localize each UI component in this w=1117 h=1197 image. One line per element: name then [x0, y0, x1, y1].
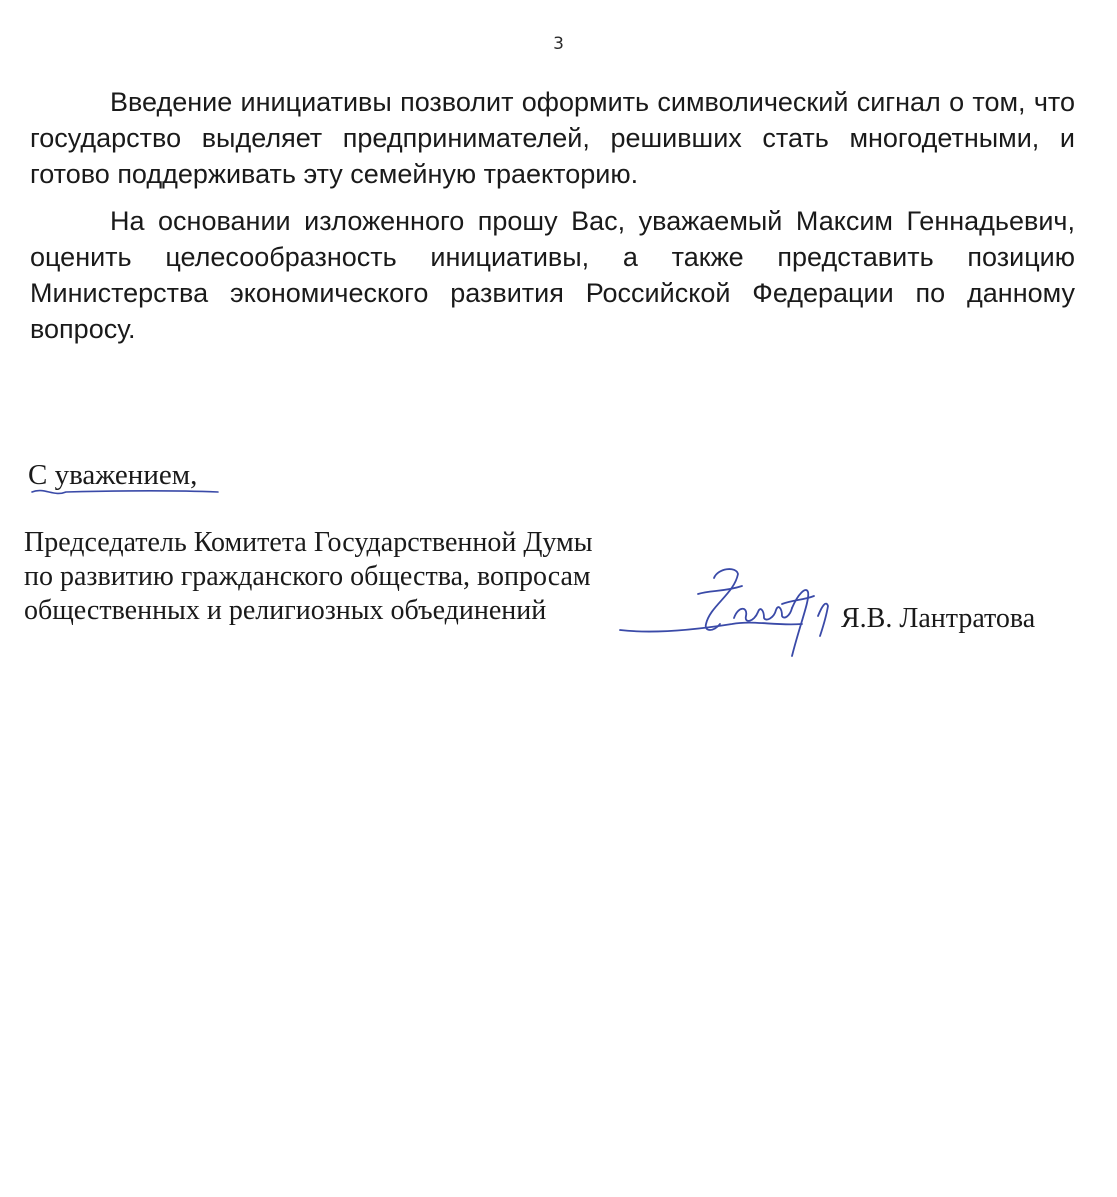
page-number: 3	[553, 34, 564, 54]
paragraph-request: На основании изложенного прошу Вас, уважаемый Максим Геннадьевич, оценить целесообразность инициативы, а также представить позицию Министерства экономического развития Российской Федерации по данному вопросу.	[30, 206, 1075, 344]
closing-underline	[26, 478, 226, 500]
signatory-name: Я.В. Лантратова	[841, 603, 1036, 634]
signatory-position	[24, 526, 593, 628]
signatory-position-line: Председатель Комитета Государственной Думы	[24, 527, 593, 558]
paragraph-initiative-signal: Введение инициативы позволит оформить символический сигнал о том, что государство выделяет предпринимателей, решивших стать многодетными, и готово поддерживать эту семейную траекторию.	[30, 87, 1075, 189]
signatory-position-line: по развитию гражданского общества, вопросам	[24, 561, 591, 592]
signatory-position-line: общественных и религиозных объединений	[24, 595, 547, 626]
handwritten-signature	[614, 560, 844, 665]
closing-phrase: С уважением,	[28, 459, 198, 491]
letter-body	[30, 84, 1075, 358]
